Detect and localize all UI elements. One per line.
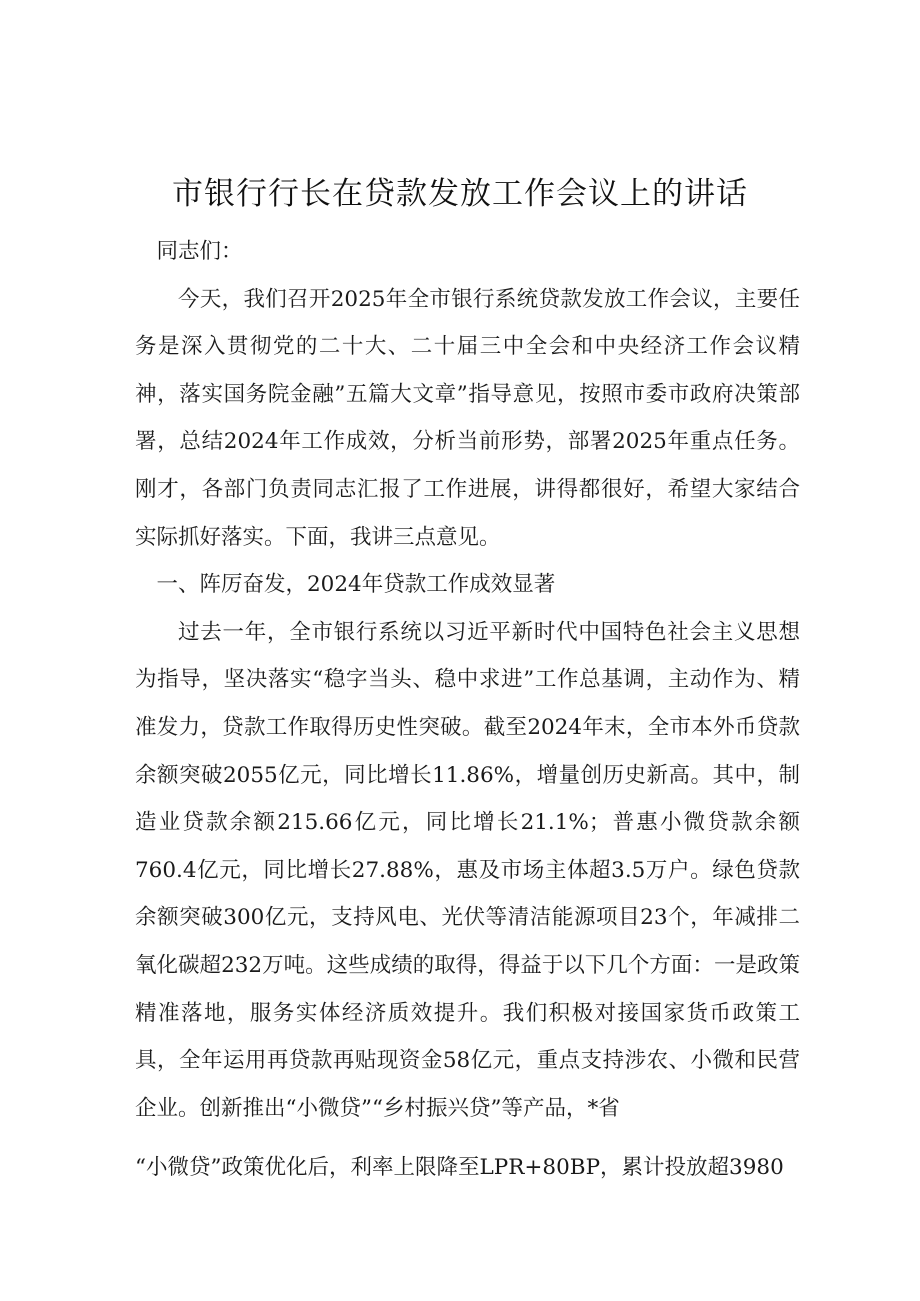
document-title: 市银行行长在贷款发放工作会议上的讲话 — [172, 176, 748, 212]
continuation-paragraph: “小微贷”政策优化后，利率上限降至LPR+80BP，累计投放超3980 — [135, 1155, 784, 1181]
section-heading: 一、阵厉奋发，2024年贷款工作成效显著 — [156, 572, 556, 598]
document-body — [135, 228, 800, 1192]
intro-paragraph: 今天，我们召开2025年全市银行系统贷款发放工作会议，主要任务是深入贯彻党的二十大、二十届三中全会和中央经济工作会议精神，落实国务院金融”五篇大文章”指导意见，按照市委市政府决策部署，总结2024年工作成效，分析当前形势，部署2025年重点任务。刚才，各部门负责同志汇报了工作进展，讲得都很好，希望大家结合实际抓好落实。下面，我讲三点意见。 — [135, 286, 800, 550]
section-paragraph: 过去一年，全市银行系统以习近平新时代中国特色社会主义思想为指导，坚决落实“稳字当头、稳中求进”工作总基调，主动作为、精准发力，贷款工作取得历史性突破。截至2024年末，全市本外币贷款余额突破2055亿元，同比增长11.86%，增量创历史新高。其中，制造业贷款余额215.66亿元，同比增长21.1%；普惠小微贷款余额760.4亿元，同比增长27.88%，惠及市场主体超3.5万户。绿色贷款余额突破300亿元，支持风电、光伏等清洁能源项目23个，年减排二氧化碳超232万吨。这些成绩的取得，得益于以下几个方面：一是政策精准落地，服务实体经济质效提升。我们积极对接国家货币政策工具，全年运用再贷款再贴现资金58亿元，重点支持涉农、小微和民营企业。创新推出“小微贷”“乡村振兴贷”等产品，*省 — [135, 619, 800, 1121]
salutation: 同志们： — [156, 239, 243, 264]
